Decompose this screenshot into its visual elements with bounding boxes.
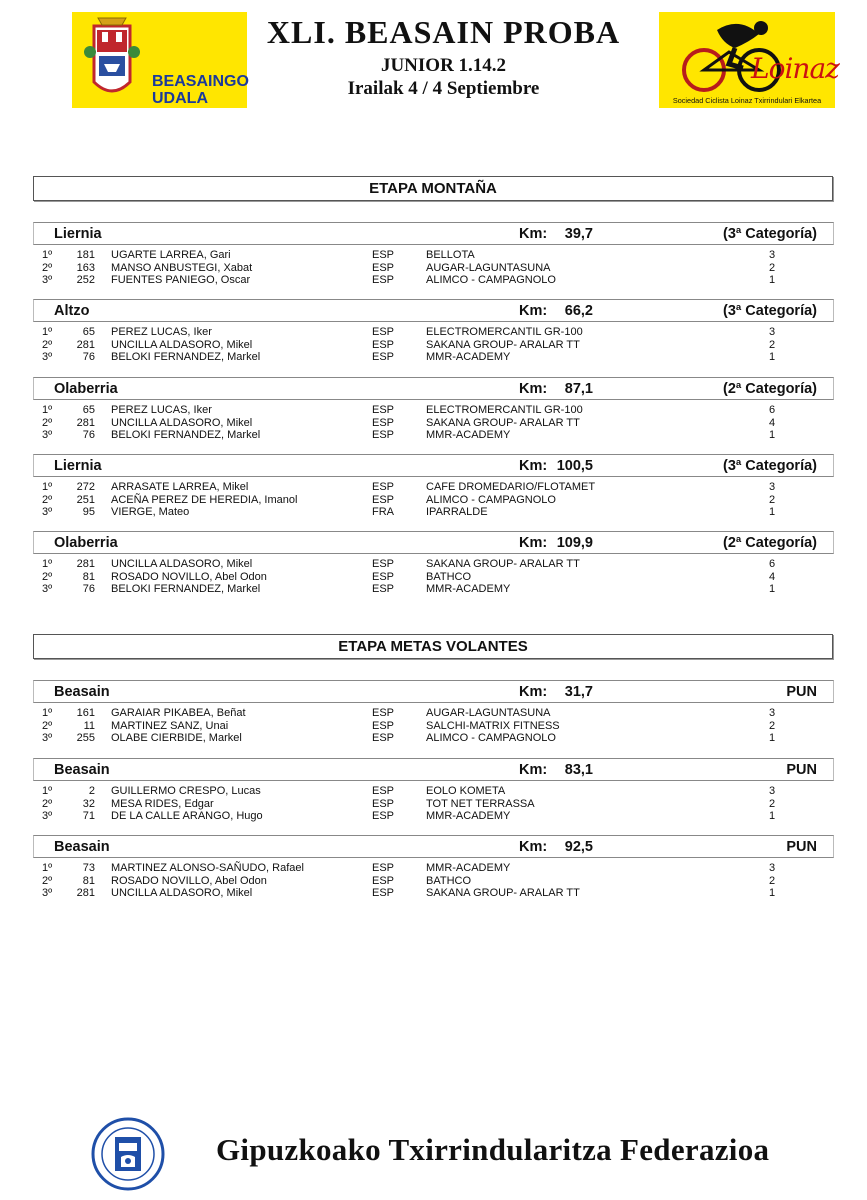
section-km-value: 109,9 — [556, 535, 593, 551]
rank: 3º — [42, 429, 53, 442]
section-category: (2ª Categoría) — [723, 381, 817, 397]
rank: 2º — [42, 874, 53, 887]
logo-text-line-1: BEASAINGO — [152, 73, 249, 90]
points: 1 — [768, 274, 776, 287]
rank: 2º — [42, 338, 53, 351]
bib-number: 281 — [76, 416, 95, 429]
nationality: ESP — [372, 326, 395, 338]
nationality: ESP — [372, 862, 395, 874]
team-name: CAFE DROMEDARIO/FLOTAMET — [426, 481, 596, 493]
rider-name: MESA RIDES, Edgar — [111, 797, 214, 810]
points: 1 — [768, 887, 776, 900]
points: 6 — [768, 404, 776, 416]
points: 2 — [768, 493, 776, 506]
section-header — [33, 377, 834, 400]
bib-number: 81 — [82, 570, 95, 583]
result-row — [0, 720, 867, 733]
result-row — [0, 429, 867, 442]
loinaz-brand-text: Loinaz — [751, 52, 839, 85]
nationality: ESP — [372, 558, 395, 570]
result-row — [0, 558, 867, 571]
section-category: PUN — [786, 684, 817, 700]
bib-number: 281 — [76, 558, 95, 570]
result-row — [0, 785, 867, 798]
team-name: MMR-ACADEMY — [426, 429, 511, 442]
bib-number: 73 — [82, 862, 95, 874]
rider-name: UNCILLA ALDASORO, Mikel — [111, 338, 253, 351]
section-location: Olaberria — [54, 381, 118, 397]
team-name: SAKANA GROUP- ARALAR TT — [426, 338, 580, 351]
points: 1 — [768, 351, 776, 364]
team-name: SAKANA GROUP- ARALAR TT — [426, 887, 580, 900]
rider-name: PEREZ LUCAS, Iker — [111, 326, 212, 338]
section-km-label: Km: — [519, 381, 548, 397]
rider-name: UGARTE LARREA, Gari — [111, 249, 231, 261]
rank: 2º — [42, 797, 53, 810]
nationality: ESP — [372, 785, 395, 797]
result-row — [0, 506, 867, 519]
rider-name: FUENTES PANIEGO, Oscar — [111, 274, 251, 287]
section-category: (2ª Categoría) — [723, 535, 817, 551]
nationality: ESP — [372, 416, 395, 429]
rank: 3º — [42, 506, 53, 519]
rider-name: GUILLERMO CRESPO, Lucas — [111, 785, 261, 797]
rank: 1º — [42, 785, 53, 797]
result-row — [0, 707, 867, 720]
bib-number: 11 — [83, 719, 95, 732]
loinaz-subtitle: Sociedad Ciclista Loinaz Txirrindulari Elkartea — [672, 96, 822, 105]
team-name: BELLOTA — [426, 249, 475, 261]
bib-number: 95 — [82, 506, 95, 519]
section-km-label: Km: — [519, 226, 548, 242]
points: 2 — [768, 719, 776, 732]
race-category: JUNIOR 1.14.2 — [380, 55, 507, 76]
rider-name: ACEÑA PEREZ DE HEREDIA, Imanol — [111, 493, 298, 506]
team-name: ELECTROMERCANTIL GR-100 — [426, 404, 583, 416]
bib-number: 32 — [82, 797, 95, 810]
section-header — [33, 835, 834, 858]
rider-name: BELOKI FERNANDEZ, Markel — [111, 351, 261, 364]
rank: 1º — [42, 481, 53, 493]
rank: 3º — [42, 732, 53, 745]
team-name: SAKANA GROUP- ARALAR TT — [426, 558, 580, 570]
team-name: ALIMCO - CAMPAGNOLO — [426, 732, 556, 745]
rank: 1º — [42, 862, 53, 874]
section-location: Liernia — [54, 458, 102, 474]
rank: 1º — [42, 249, 53, 261]
nationality: ESP — [372, 261, 395, 274]
nationality: ESP — [372, 274, 395, 287]
rank: 3º — [42, 583, 53, 596]
result-row — [0, 862, 867, 875]
rank: 3º — [42, 351, 53, 364]
bib-number: 163 — [76, 261, 95, 274]
section-km-label: Km: — [519, 762, 548, 778]
points: 2 — [768, 874, 776, 887]
points: 3 — [768, 481, 776, 493]
rank: 3º — [42, 887, 53, 900]
bib-number: 65 — [82, 326, 95, 338]
team-name: ALIMCO - CAMPAGNOLO — [426, 274, 556, 287]
nationality: ESP — [372, 810, 395, 823]
result-row — [0, 351, 867, 364]
section-km-label: Km: — [519, 458, 548, 474]
rank: 2º — [42, 261, 53, 274]
section-km-value: 66,2 — [564, 303, 593, 319]
nationality: FRA — [372, 506, 394, 519]
rider-name: ARRASATE LARREA, Mikel — [111, 481, 249, 493]
bib-number: 252 — [76, 274, 95, 287]
nationality: ESP — [372, 797, 395, 810]
rider-name: OLABE CIERBIDE, Markel — [111, 732, 242, 745]
rank: 2º — [42, 719, 53, 732]
result-row — [0, 249, 867, 262]
result-row — [0, 583, 867, 596]
section-km-value: 100,5 — [556, 458, 593, 474]
rider-name: UNCILLA ALDASORO, Mikel — [111, 558, 253, 570]
rider-name: UNCILLA ALDASORO, Mikel — [111, 416, 253, 429]
section-location: Beasain — [54, 684, 110, 700]
section-location: Altzo — [54, 303, 90, 319]
rider-name: VIERGE, Mateo — [111, 506, 190, 519]
points: 3 — [768, 249, 776, 261]
bib-number: 181 — [76, 249, 95, 261]
nationality: ESP — [372, 481, 395, 493]
nationality: ESP — [372, 493, 395, 506]
result-row — [0, 875, 867, 888]
result-row — [0, 339, 867, 352]
section-km-value: 92,5 — [564, 839, 593, 855]
team-name: ALIMCO - CAMPAGNOLO — [426, 493, 556, 506]
result-row — [0, 404, 867, 417]
federation-name: Gipuzkoako Txirrindularitza Federazioa — [216, 1132, 770, 1167]
points: 4 — [768, 416, 776, 429]
rider-name: ROSADO NOVILLO, Abel Odon — [111, 570, 267, 583]
result-row — [0, 494, 867, 507]
team-name: ELECTROMERCANTIL GR-100 — [426, 326, 583, 338]
team-name: SAKANA GROUP- ARALAR TT — [426, 416, 580, 429]
team-name: MMR-ACADEMY — [426, 810, 511, 823]
result-row — [0, 887, 867, 900]
rank: 1º — [42, 404, 53, 416]
section-header — [33, 299, 834, 322]
section-category: (3ª Categoría) — [723, 303, 817, 319]
team-name: IPARRALDE — [426, 506, 488, 519]
team-name: MMR-ACADEMY — [426, 862, 511, 874]
bib-number: 272 — [76, 481, 95, 493]
result-row — [0, 798, 867, 811]
rider-name: UNCILLA ALDASORO, Mikel — [111, 887, 253, 900]
points: 1 — [768, 583, 776, 596]
nationality: ESP — [372, 404, 395, 416]
rank: 2º — [42, 570, 53, 583]
rider-name: DE LA CALLE ARANGO, Hugo — [111, 810, 263, 823]
section-km-value: 31,7 — [564, 684, 593, 700]
team-name: AUGAR-LAGUNTASUNA — [426, 707, 551, 719]
section-location: Beasain — [54, 762, 110, 778]
points: 2 — [768, 338, 776, 351]
bib-number: 281 — [76, 338, 95, 351]
points: 3 — [768, 707, 776, 719]
result-row — [0, 417, 867, 430]
section-category: (3ª Categoría) — [723, 458, 817, 474]
section-km-label: Km: — [519, 535, 548, 551]
team-name: SALCHI-MATRIX FITNESS — [426, 719, 560, 732]
bib-number: 251 — [76, 493, 95, 506]
rider-name: PEREZ LUCAS, Iker — [111, 404, 212, 416]
points: 4 — [768, 570, 776, 583]
rank: 2º — [42, 416, 53, 429]
team-name: MMR-ACADEMY — [426, 351, 511, 364]
rank: 1º — [42, 707, 53, 719]
team-name: MMR-ACADEMY — [426, 583, 511, 596]
result-row — [0, 326, 867, 339]
result-row — [0, 571, 867, 584]
bib-number: 65 — [82, 404, 95, 416]
nationality: ESP — [372, 583, 395, 596]
rider-name: ROSADO NOVILLO, Abel Odon — [111, 874, 267, 887]
points: 6 — [768, 558, 776, 570]
section-category: (3ª Categoría) — [723, 226, 817, 242]
section-header — [33, 454, 834, 477]
team-name: EOLO KOMETA — [426, 785, 506, 797]
section-km-label: Km: — [519, 303, 548, 319]
section-header — [33, 680, 834, 703]
rider-name: MANSO ANBUSTEGI, Xabat — [111, 261, 253, 274]
team-name: TOT NET TERRASSA — [426, 797, 535, 810]
section-header — [33, 531, 834, 554]
section-km-label: Km: — [519, 839, 548, 855]
bib-number: 76 — [82, 351, 95, 364]
section-km-value: 83,1 — [564, 762, 593, 778]
points: 3 — [768, 326, 776, 338]
rider-name: GARAIAR PIKABEA, Beñat — [111, 707, 246, 719]
nationality: ESP — [372, 249, 395, 261]
race-date: Irailak 4 / 4 Septiembre — [347, 78, 540, 99]
section-km-value: 87,1 — [564, 381, 593, 397]
bib-number: 2 — [88, 785, 95, 797]
nationality: ESP — [372, 338, 395, 351]
points: 2 — [768, 797, 776, 810]
federation-seal-icon — [91, 1117, 165, 1191]
points: 1 — [768, 506, 776, 519]
section-location: Liernia — [54, 226, 102, 242]
points: 1 — [768, 810, 776, 823]
race-title: XLI. BEASAIN PROBA — [266, 14, 621, 50]
result-row — [0, 732, 867, 745]
rider-name: BELOKI FERNANDEZ, Markel — [111, 583, 261, 596]
bib-number: 76 — [82, 583, 95, 596]
bib-number: 281 — [76, 887, 95, 900]
rank: 3º — [42, 274, 53, 287]
points: 1 — [768, 429, 776, 442]
section-km-value: 39,7 — [564, 226, 593, 242]
bib-number: 71 — [82, 810, 95, 823]
section-category: PUN — [786, 762, 817, 778]
points: 3 — [768, 862, 776, 874]
points: 1 — [768, 732, 776, 745]
nationality: ESP — [372, 887, 395, 900]
result-row — [0, 262, 867, 275]
points: 3 — [768, 785, 776, 797]
section-location: Beasain — [54, 839, 110, 855]
logo-text-line-2: UDALA — [152, 90, 208, 107]
result-row — [0, 274, 867, 287]
nationality: ESP — [372, 429, 395, 442]
team-name: BATHCO — [426, 570, 472, 583]
nationality: ESP — [372, 351, 395, 364]
rider-name: MARTINEZ ALONSO-SAÑUDO, Rafael — [111, 862, 304, 874]
nationality: ESP — [372, 570, 395, 583]
nationality: ESP — [372, 707, 395, 719]
bib-number: 255 — [76, 732, 95, 745]
nationality: ESP — [372, 874, 395, 887]
section-location: Olaberria — [54, 535, 118, 551]
bib-number: 81 — [82, 874, 95, 887]
result-row — [0, 810, 867, 823]
rider-name: MARTINEZ SANZ, Unai — [111, 719, 229, 732]
stage-title: ETAPA METAS VOLANTES — [33, 634, 833, 659]
rank: 1º — [42, 326, 53, 338]
points: 2 — [768, 261, 776, 274]
stage-title: ETAPA MONTAÑA — [33, 176, 833, 201]
rank: 2º — [42, 493, 53, 506]
rider-name: BELOKI FERNANDEZ, Markel — [111, 429, 261, 442]
rank: 1º — [42, 558, 53, 570]
rank: 3º — [42, 810, 53, 823]
section-category: PUN — [786, 839, 817, 855]
team-name: BATHCO — [426, 874, 472, 887]
nationality: ESP — [372, 732, 395, 745]
bib-number: 161 — [76, 707, 95, 719]
nationality: ESP — [372, 719, 395, 732]
bib-number: 76 — [82, 429, 95, 442]
section-km-label: Km: — [519, 684, 548, 700]
sc-loinaz-logo — [659, 12, 839, 108]
section-header — [33, 758, 834, 781]
section-header — [33, 222, 834, 245]
result-row — [0, 481, 867, 494]
team-name: AUGAR-LAGUNTASUNA — [426, 261, 551, 274]
town-coat-of-arms-icon — [72, 12, 152, 108]
